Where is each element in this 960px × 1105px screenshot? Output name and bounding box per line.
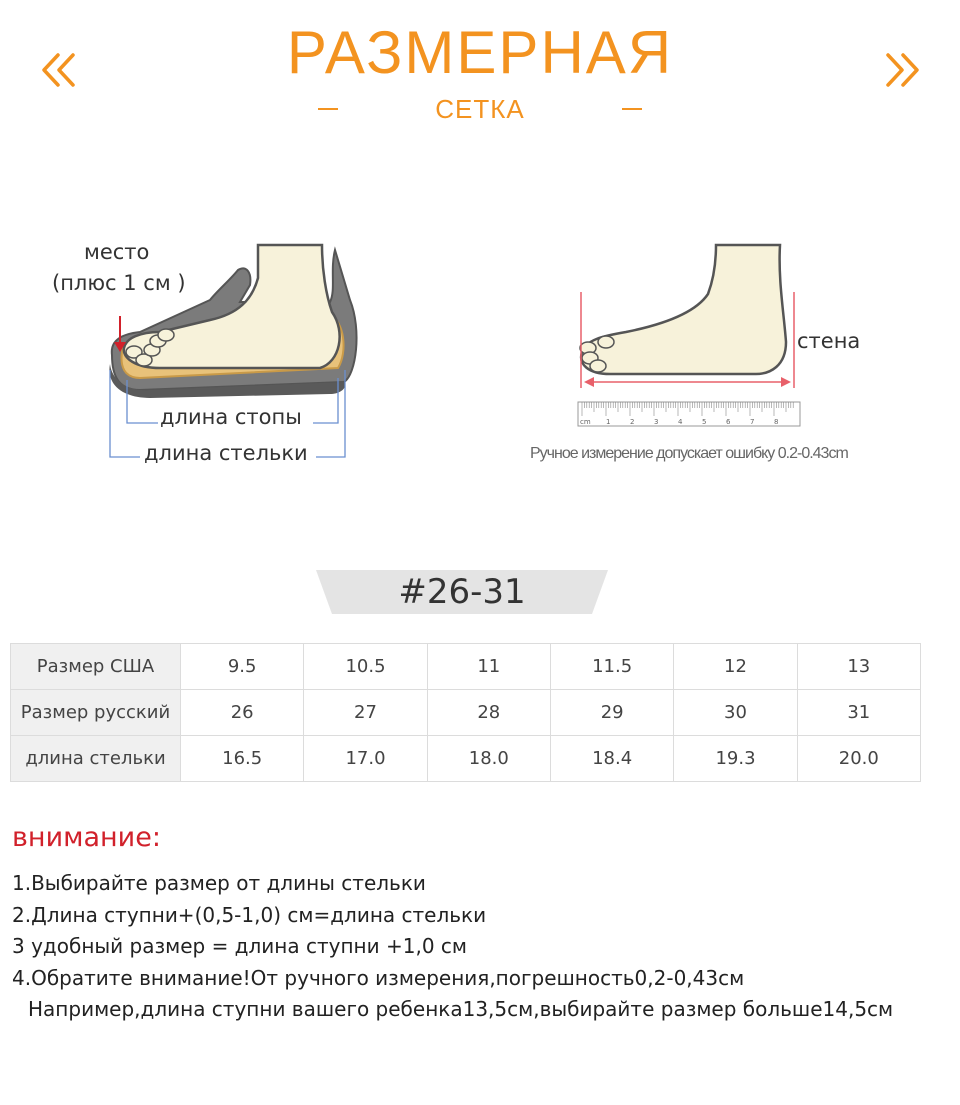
table-cell: 18.0 — [427, 736, 550, 782]
table-row — [11, 736, 921, 782]
ruler-number: 4 — [678, 418, 683, 426]
table-cell: 27 — [304, 690, 427, 736]
ruler-number: 5 — [702, 418, 707, 426]
ruler-number: 8 — [774, 418, 779, 426]
ruler-number: 2 — [630, 418, 635, 426]
ruler-unit-label: cm — [580, 418, 591, 426]
note-line: 3 удобный размер = длина ступни +1,0 см — [12, 934, 467, 958]
table-row — [11, 644, 921, 690]
title-dash-right — [622, 108, 642, 110]
row-header: длина стельки — [11, 736, 181, 782]
ruler-number: 6 — [726, 418, 731, 426]
table-cell: 12 — [674, 644, 797, 690]
table-cell: 31 — [797, 690, 920, 736]
toe-shape — [590, 360, 606, 372]
row-header: Размер США — [11, 644, 181, 690]
ruler-number: 7 — [750, 418, 755, 426]
foot-length-label: длина стопы — [160, 405, 302, 429]
toe-space-label: место — [84, 240, 150, 264]
toe-space-note: (плюс 1 см ) — [52, 271, 186, 295]
row-header: Размер русский — [11, 690, 181, 736]
size-table — [10, 643, 921, 782]
table-cell: 16.5 — [181, 736, 304, 782]
warning-notes — [12, 868, 893, 1026]
table-cell: 10.5 — [304, 644, 427, 690]
table-cell: 26 — [181, 690, 304, 736]
warning-heading: внимание: — [12, 822, 161, 853]
table-cell: 11 — [427, 644, 550, 690]
table-cell: 9.5 — [181, 644, 304, 690]
note-line: 4.Обратите внимание!От ручного измерения,погрешность0,2-0,43см — [12, 965, 745, 990]
page-title: РАЗМЕРНАЯ — [286, 19, 674, 86]
toe-shape — [598, 336, 614, 348]
toe-shape — [158, 329, 174, 341]
table-cell: 18.4 — [550, 736, 673, 782]
ruler-number: 3 — [654, 418, 659, 426]
size-range: #26-31 — [398, 572, 526, 612]
table-cell: 11.5 — [550, 644, 673, 690]
table-cell: 29 — [550, 690, 673, 736]
foot-measure-diagram — [570, 240, 810, 440]
table-cell: 28 — [427, 690, 550, 736]
wall-label: стена — [797, 329, 861, 353]
note-line: Например,длина ступни вашего ребенка13,5см,выбирайте размер больше14,5см — [28, 997, 894, 1021]
page-subtitle: СЕТКА — [435, 94, 525, 124]
measurement-note: Ручное измерение допускает ошибку 0.2-0.43cm — [530, 445, 848, 462]
ruler-number: 1 — [606, 418, 611, 426]
insole-length-label: длина стельки — [144, 441, 308, 465]
table-cell: 13 — [797, 644, 920, 690]
note-line: 2.Длина ступни+(0,5-1,0) см=длина стельки — [12, 902, 487, 927]
note-line: 1.Выбирайте размер от длины стельки — [12, 871, 426, 895]
table-row — [11, 690, 921, 736]
table-cell: 17.0 — [304, 736, 427, 782]
table-cell: 30 — [674, 690, 797, 736]
table-cell: 20.0 — [797, 736, 920, 782]
table-cell: 19.3 — [674, 736, 797, 782]
